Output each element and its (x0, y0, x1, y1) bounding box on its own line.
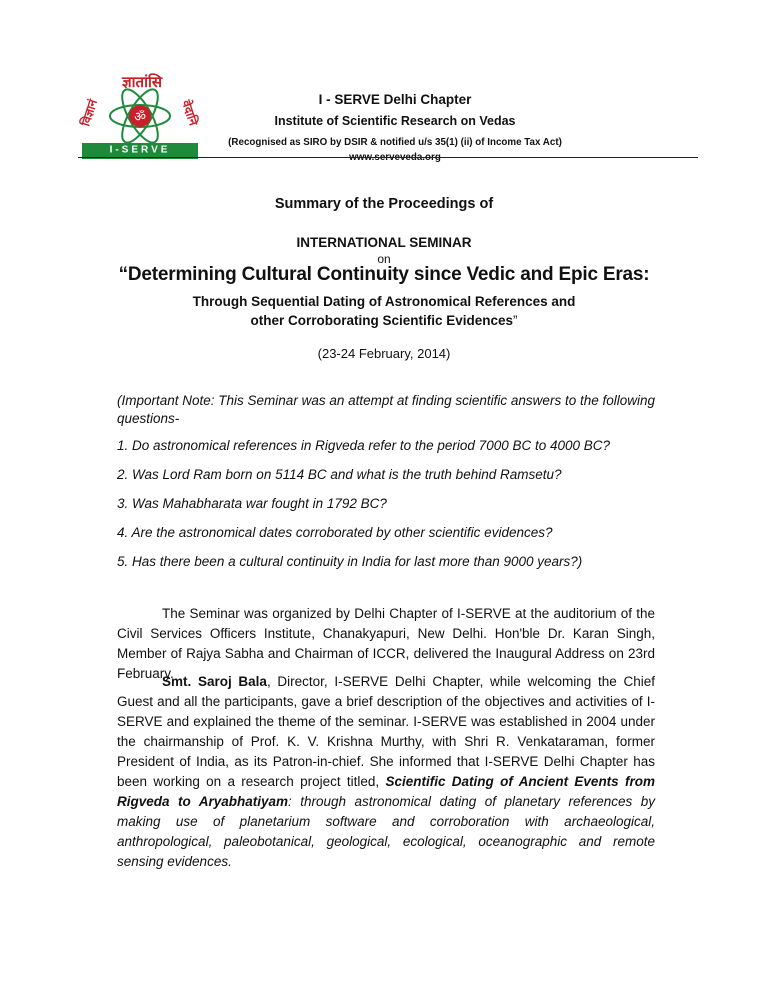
subtitle-closing-quote: ” (513, 313, 518, 328)
paragraph-welcome (117, 672, 655, 872)
on-label: on (377, 252, 391, 266)
logo-banner-text: I-SERVE (109, 144, 171, 156)
project-title: Scientific Dating of Ancient Events from Rigveda to Aryabhatiyam (117, 774, 655, 809)
org-subtitle: Institute of Scientific Research on Vedas (274, 114, 516, 128)
logo-devanagari-right: वेदानि (179, 98, 201, 128)
logo-devanagari-left: विज्ञानं (78, 97, 101, 128)
org-header (200, 92, 590, 164)
subtitle-text: other Corroborating Scientific Evidences (250, 313, 514, 328)
seminar-subtitle-line1: Through Sequential Dating of Astronomical References and (192, 294, 576, 309)
project-description: : through astronomical dating of planetary references by making use of planetarium software and corroboration with archaeological, anthropological, paleobotanical, geological, ecological, oceanographic and remote sensing evidences. (117, 794, 655, 869)
header-divider (78, 157, 698, 158)
om-glyph: ॐ (134, 110, 146, 125)
note-question-3: 3. Was Mahabharata war fought in 1792 BC? (117, 496, 387, 511)
seminar-title: “Determining Cultural Continuity since Vedic and Epic Eras: (118, 264, 650, 285)
seminar-heading: INTERNATIONAL SEMINAR (296, 235, 472, 250)
logo-devanagari-top: ज्ञातांसि (122, 73, 162, 91)
i-serve-logo (78, 70, 201, 162)
website-link[interactable]: www.serveveda.org (349, 152, 441, 163)
note-question-2: 2. Was Lord Ram born on 5114 BC and what is the truth behind Ramsetu? (117, 467, 562, 482)
note-intro: (Important Note: This Seminar was an attempt at finding scientific answers to the following questions- (117, 393, 655, 426)
note-question-5: 5. Has there been a cultural continuity in India for last more than 9000 years?) (117, 554, 583, 569)
note-question-1: 1. Do astronomical references in Rigveda refer to the period 7000 BC to 4000 BC? (117, 438, 611, 453)
registration-note: (Recognised as SIRO by DSIR & notified u/s 35(1) (ii) of Income Tax Act) (228, 137, 562, 148)
org-name: I - SERVE Delhi Chapter (318, 92, 472, 107)
summary-heading: Summary of the Proceedings of (274, 196, 494, 212)
seminar-subtitle-line2 (0, 313, 768, 328)
seminar-dates: (23-24 February, 2014) (317, 346, 451, 361)
paragraph-organization: The Seminar was organized by Delhi Chapter of I-SERVE at the auditorium of the Civil Services Officers Institute, Chanakyapuri, New Delhi. Hon'ble Dr. Karan Singh, Member of Rajya Sabha and Chairman of ICCR, delivered the Inaugural Address on 23rd February. (117, 606, 655, 681)
welcome-text: , Director, I-SERVE Delhi Chapter, while welcoming the Chief Guest and all the participants, gave a brief description of the objectives and activities of I-SERVE and explained the theme of the seminar. I-SERVE was established in 2004 under the chairmanship of Prof. K. V. Krishna Murthy, with Shri R. Venkataraman, former President of India, as its Patron-in-chief. She informed that I-SERVE Delhi Chapter has been working on a research project titled, (117, 674, 655, 789)
speaker-name: Smt. Saroj Bala (162, 674, 267, 689)
note-question-4: 4. Are the astronomical dates corroborated by other scientific evidences? (117, 525, 553, 540)
